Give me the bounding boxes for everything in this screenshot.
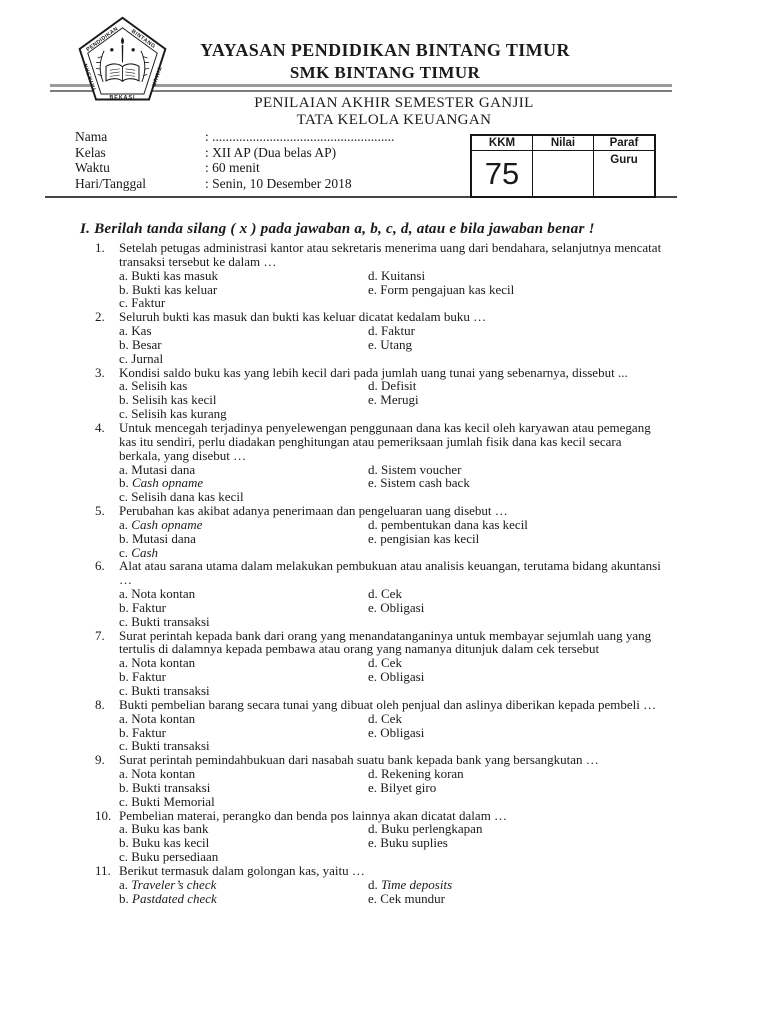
option-text: Kas	[131, 323, 152, 339]
option-text: Time deposits	[381, 876, 453, 892]
option-text: Nota kontan	[131, 655, 196, 671]
question-item	[95, 629, 735, 698]
option-row	[119, 407, 735, 421]
option-text: Nota kontan	[131, 766, 196, 782]
option-row	[119, 393, 735, 407]
option-text: Faktur	[381, 323, 415, 339]
option	[119, 379, 368, 393]
option-key: e.	[368, 475, 378, 491]
option	[119, 518, 368, 532]
question-body	[119, 864, 735, 906]
option-row	[119, 670, 735, 684]
logo-ring-left: YAYASAN	[82, 62, 99, 92]
score-col-paraf	[594, 136, 654, 196]
option-row	[119, 850, 735, 864]
option-key: c.	[119, 613, 129, 629]
option	[368, 324, 415, 338]
option	[119, 601, 368, 615]
option	[368, 379, 416, 393]
option-key: e.	[368, 281, 378, 297]
option-key: c.	[119, 489, 129, 505]
option-key: b.	[119, 779, 129, 795]
option-key: a.	[119, 710, 129, 726]
option-row	[119, 352, 735, 366]
option-row	[119, 878, 735, 892]
option-row	[119, 892, 735, 906]
option-row	[119, 615, 735, 629]
question-item	[95, 864, 735, 906]
option-row	[119, 490, 735, 504]
option-row	[119, 338, 735, 352]
option-row	[119, 601, 735, 615]
option-key: c.	[119, 683, 129, 698]
kkm-header: KKM	[472, 136, 532, 151]
question-body	[119, 421, 735, 504]
option-text: Bilyet giro	[380, 779, 437, 795]
exam-title: PENILAIAN AKHIR SEMESTER GANJIL	[254, 95, 534, 111]
nilai-header: Nilai	[533, 136, 593, 151]
question-line: …	[119, 572, 132, 588]
info-label: Hari/Tanggal	[75, 176, 147, 192]
question-item	[95, 310, 735, 365]
option	[368, 726, 424, 740]
option-text: Buku suplies	[380, 835, 448, 851]
option-row	[119, 739, 735, 753]
option	[368, 836, 448, 850]
option-row	[119, 712, 735, 726]
option	[368, 670, 424, 684]
option	[368, 283, 514, 297]
info-value-blank: : ......................................................	[205, 129, 395, 144]
option-key: d.	[368, 821, 378, 837]
option-row	[119, 726, 735, 740]
question-number: 6.	[95, 558, 105, 574]
option-key: d.	[368, 766, 378, 782]
option-row	[119, 767, 735, 781]
option-text: Form pengajuan kas kecil	[380, 281, 515, 297]
option-key: e.	[368, 392, 378, 408]
option-key: a.	[119, 516, 129, 532]
option-key: b.	[119, 599, 129, 615]
question-line: Seluruh bukti kas masuk dan bukti kas keluar dicatat kedalam buku …	[119, 309, 487, 325]
option	[119, 490, 368, 504]
option	[119, 269, 368, 283]
info-value: : Senin, 10 Desember 2018	[205, 176, 352, 192]
option	[368, 656, 402, 670]
option-text: Defisit	[381, 378, 417, 394]
option-text: Selisih dana kas kecil	[131, 489, 244, 505]
option-key: a.	[119, 378, 129, 394]
option-text: pengisian kas kecil	[380, 530, 480, 546]
option-text: Selisih kas	[131, 378, 188, 394]
option	[119, 324, 368, 338]
option	[368, 878, 452, 892]
option	[368, 518, 528, 532]
option-key: d.	[368, 323, 378, 339]
kkm-value: 75	[484, 156, 520, 191]
question-number: 7.	[95, 627, 105, 643]
option-row	[119, 781, 735, 795]
option	[368, 601, 424, 615]
option-text: Nota kontan	[131, 710, 196, 726]
option-key: a.	[119, 461, 129, 477]
option-text: Kuitansi	[381, 267, 426, 283]
option-key: a.	[119, 876, 129, 892]
option-key: e.	[368, 530, 378, 546]
option-key: b.	[119, 669, 129, 685]
option	[368, 463, 462, 477]
option-text: Sistem cash back	[380, 475, 470, 491]
option-text: pembentukan dana kas kecil	[381, 516, 528, 532]
question-body	[119, 559, 735, 628]
question-item	[95, 421, 735, 504]
option	[119, 892, 368, 906]
paraf-header: Paraf	[594, 136, 654, 151]
option-row	[119, 463, 735, 477]
question-number: 1.	[95, 240, 105, 255]
question-item	[95, 698, 735, 753]
option	[119, 670, 368, 684]
option-key: a.	[119, 766, 129, 782]
option	[368, 767, 464, 781]
option-key: d.	[368, 655, 378, 671]
student-info	[75, 129, 465, 192]
question-body	[119, 698, 735, 753]
option	[119, 878, 368, 892]
nilai-cell	[533, 151, 593, 196]
logo-ring-bottom: BEKASI	[109, 94, 136, 101]
option-key: c.	[119, 738, 129, 754]
guru-label: Guru	[610, 154, 638, 166]
option-row	[119, 518, 735, 532]
info-label: Nama	[75, 129, 108, 144]
option-text: Buku kas bank	[131, 821, 209, 837]
option-text: Cek mundur	[380, 890, 445, 906]
question-line: Surat perintah pemindahbukuan dari nasabah suatu bank kepada bank yang bersangkutan …	[119, 752, 599, 768]
question-number: 10.	[95, 807, 112, 823]
option-text: Faktur	[132, 599, 166, 615]
option	[119, 352, 368, 366]
question-number: 11.	[95, 862, 111, 878]
option-text: Selisih kas kecil	[132, 392, 217, 408]
option-key: b.	[119, 392, 129, 408]
info-row-kelas	[75, 145, 465, 161]
option-text: Cash	[131, 544, 159, 560]
option-text: Obligasi	[380, 599, 425, 615]
option-key: c.	[119, 406, 129, 422]
option-row	[119, 656, 735, 670]
question-item	[95, 809, 735, 864]
option	[368, 393, 419, 407]
question-line: Setelah petugas administrasi kantor atau sekretaris menerima uang dari bendahara, selanjutnya mencatat	[119, 240, 662, 255]
question-number: 3.	[95, 364, 105, 380]
option-key: e.	[368, 890, 378, 906]
option	[368, 587, 402, 601]
option	[119, 407, 368, 421]
question-line: kas itu sendiri, perlu diadakan penghitungan atau pemeriksaan jumlah fisik dana kas kecil secara	[119, 433, 622, 449]
option-text: Bukti transaksi	[132, 779, 211, 795]
questions-list	[95, 241, 735, 906]
option-key: e.	[368, 669, 378, 685]
option-key: a.	[119, 655, 129, 671]
option	[119, 393, 368, 407]
option-text: Pastdated check	[132, 890, 217, 906]
logo-ring-right: TIMUR	[149, 65, 162, 88]
org-titles	[95, 40, 675, 83]
question-line: transaksi tersebut ke dalam …	[119, 253, 277, 269]
option	[119, 283, 368, 297]
school-name: SMK BINTANG TIMUR	[289, 62, 481, 82]
option	[368, 822, 482, 836]
option	[119, 587, 368, 601]
option-text: Jurnal	[131, 350, 164, 366]
option	[119, 656, 368, 670]
question-item	[95, 504, 735, 559]
option-row	[119, 324, 735, 338]
option	[368, 712, 402, 726]
option-text: Merugi	[380, 392, 419, 408]
option-key: d.	[368, 516, 378, 532]
option-text: Traveler’s check	[131, 876, 217, 892]
exam-titles	[95, 95, 693, 129]
option-key: c.	[119, 849, 129, 865]
question-body	[119, 629, 735, 698]
option	[119, 684, 368, 698]
logo-ring-top-left: PENDIDIKAN	[85, 26, 120, 54]
option	[119, 546, 368, 560]
option	[368, 532, 479, 546]
option	[119, 781, 368, 795]
question-line: Kondisi saldo buku kas yang lebih kecil dari pada jumlah uang tunai yang sebenarnya, dissebut ...	[119, 364, 628, 380]
option	[368, 781, 436, 795]
option-text: Cash opname	[132, 475, 204, 491]
option-text: Faktur	[132, 724, 166, 740]
question-line: tertulis di dalamnya kepada pembawa atau orang yang namanya ditunjuk dalam cek tersebut	[119, 641, 600, 657]
option-key: d.	[368, 876, 378, 892]
question-line: Untuk mencegah terjadinya penyelewengan penggunaan dana kas kecil oleh karyawan atau pemegang	[119, 419, 651, 435]
option-text: Bukti kas keluar	[132, 281, 218, 297]
option-text: Faktur	[131, 295, 166, 311]
option-key: b.	[119, 475, 129, 491]
option-key: c.	[119, 544, 129, 560]
option	[368, 269, 425, 283]
section-instruction: I. Berilah tanda silang ( x ) pada jawaban a, b, c, d, atau e bila jawaban benar !	[80, 220, 595, 237]
option-text: Mutasi dana	[131, 461, 196, 477]
option	[119, 767, 368, 781]
option-key: d.	[368, 267, 378, 283]
option-text: Cash opname	[131, 516, 203, 532]
option	[119, 712, 368, 726]
option-text: Obligasi	[380, 669, 425, 685]
option-row	[119, 532, 735, 546]
option-row	[119, 476, 735, 490]
option-row	[119, 379, 735, 393]
option-text: Sistem voucher	[381, 461, 462, 477]
option-key: e.	[368, 599, 378, 615]
option-row	[119, 587, 735, 601]
question-body	[119, 504, 735, 559]
option-text: Buku perlengkapan	[381, 821, 483, 837]
option-key: e.	[368, 835, 378, 851]
info-row-waktu	[75, 160, 465, 176]
option	[119, 338, 368, 352]
option-key: e.	[368, 724, 378, 740]
option-text: Bukti transaksi	[131, 613, 210, 629]
info-value: : 60 menit	[205, 160, 260, 176]
option	[119, 476, 368, 490]
option-text: Bukti kas masuk	[131, 267, 218, 283]
option-text: Cek	[381, 655, 402, 671]
option-key: c.	[119, 350, 129, 366]
info-label: Kelas	[75, 144, 106, 160]
option	[119, 850, 368, 864]
score-col-kkm	[472, 136, 533, 196]
question-item	[95, 753, 735, 808]
option	[368, 892, 445, 906]
score-col-nilai	[533, 136, 594, 196]
option-key: b.	[119, 530, 129, 546]
option-key: a.	[119, 323, 129, 339]
question-item	[95, 366, 735, 421]
option	[368, 338, 412, 352]
question-number: 4.	[95, 419, 105, 435]
question-item	[95, 559, 735, 628]
option-key: a.	[119, 586, 129, 602]
option	[119, 726, 368, 740]
info-value: : XII AP (Dua belas AP)	[205, 144, 337, 160]
info-row-hari-tanggal	[75, 176, 465, 192]
option-text: Besar	[132, 336, 162, 352]
option-text: Bukti transaksi	[131, 738, 210, 754]
option	[119, 463, 368, 477]
option-text: Bukti transaksi	[131, 683, 210, 698]
option	[119, 822, 368, 836]
option-key: b.	[119, 281, 129, 297]
option-text: Selisih kas kurang	[131, 406, 227, 422]
score-table	[470, 134, 656, 198]
option-text: Cek	[381, 710, 402, 726]
option-key: c.	[119, 793, 129, 809]
question-body	[119, 366, 735, 421]
question-line: Pembelian materai, perangko dan benda pos lainnya akan dicatat dalam …	[119, 807, 508, 823]
question-line: Alat atau sarana utama dalam melakukan pembukuan atau analisis keuangan, terutama bidang akuntansi	[119, 558, 661, 574]
school-logo-icon	[72, 12, 173, 109]
question-number: 8.	[95, 696, 105, 712]
option-row	[119, 684, 735, 698]
option-key: a.	[119, 821, 129, 837]
info-label: Waktu	[75, 160, 110, 176]
question-line: Surat perintah kepada bank dari orang yang menandatanganinya untuk membayar sejumlah uang yang	[119, 627, 652, 643]
option-key: b.	[119, 890, 129, 906]
option-key: b.	[119, 336, 129, 352]
option-text: Obligasi	[380, 724, 425, 740]
org-name: YAYASAN PENDIDIKAN BINTANG TIMUR	[200, 40, 570, 60]
info-row-nama	[75, 129, 465, 145]
option-text: Rekening koran	[381, 766, 464, 782]
option-key: d.	[368, 378, 378, 394]
question-line: Bukti pembelian barang secara tunai yang dibuat oleh penjual dan aslinya diberikan kepada pembeli …	[119, 696, 657, 712]
question-line: Berikut termasuk dalam golongan kas, yaitu …	[119, 862, 365, 878]
option-row	[119, 795, 735, 809]
option	[119, 532, 368, 546]
option-row	[119, 546, 735, 560]
option-text: Buku kas kecil	[132, 835, 210, 851]
question-item	[95, 241, 735, 310]
option	[119, 836, 368, 850]
option-row	[119, 296, 735, 310]
option-text: Utang	[380, 336, 413, 352]
question-line: Perubahan kas akibat adanya penerimaan dan pengeluaran uang disebut …	[119, 503, 508, 519]
option-text: Mutasi dana	[132, 530, 196, 546]
question-body	[119, 809, 735, 864]
option-key: a.	[119, 267, 129, 283]
option-text: Buku persediaan	[131, 849, 219, 865]
question-number: 9.	[95, 752, 105, 768]
option-key: d.	[368, 586, 378, 602]
option-text: Faktur	[132, 669, 166, 685]
option	[368, 476, 470, 490]
option-key: d.	[368, 461, 378, 477]
option-key: b.	[119, 835, 129, 851]
option-key: e.	[368, 779, 378, 795]
option-text: Bukti Memorial	[131, 793, 215, 809]
option-key: d.	[368, 710, 378, 726]
exam-subject: TATA KELOLA KEUANGAN	[296, 112, 492, 128]
question-body	[119, 753, 735, 808]
option-key: c.	[119, 295, 129, 311]
option-row	[119, 283, 735, 297]
question-body	[119, 241, 735, 310]
option	[119, 795, 368, 809]
question-body	[119, 310, 735, 365]
option	[119, 296, 368, 310]
logo-ring-top-right: BINTANG	[129, 28, 157, 51]
option-row	[119, 269, 735, 283]
option	[119, 739, 368, 753]
option-text: Nota kontan	[131, 586, 196, 602]
option-key: b.	[119, 724, 129, 740]
option	[119, 615, 368, 629]
option-text: Cek	[381, 586, 402, 602]
option-key: e.	[368, 336, 378, 352]
option-row	[119, 822, 735, 836]
question-number: 2.	[95, 309, 105, 325]
option-row	[119, 836, 735, 850]
question-number: 5.	[95, 503, 105, 519]
question-line: berkala, yang disebut …	[119, 447, 247, 463]
